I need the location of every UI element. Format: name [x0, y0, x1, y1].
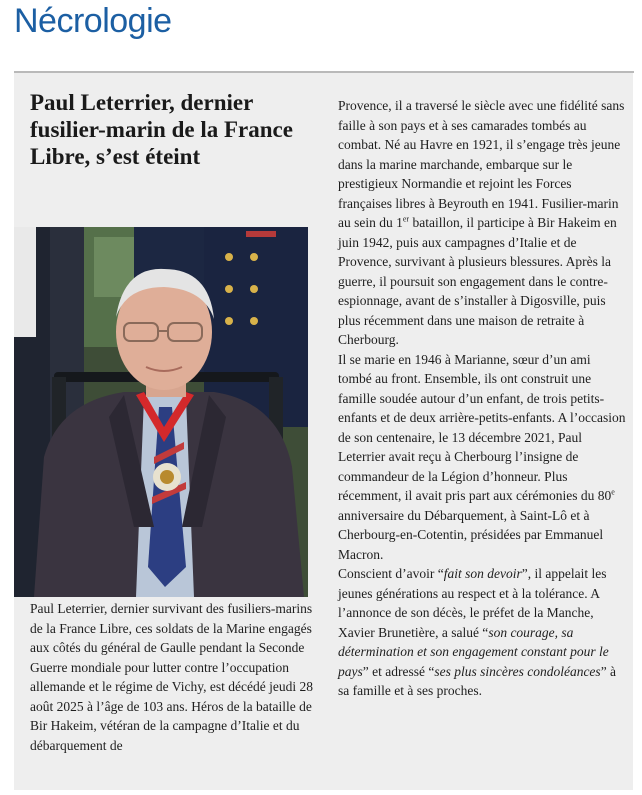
article-paragraph-3: Conscient d’avoir “fait son devoir”, il appelait les jeunes générations au respect et à la tolérance. A l’annonce de son décès, le préfet de la Manche, Xavier Brunetière, a salué “son courage, sa détermination et son engagement constant pour le pays” et adressé “ses plus sincères condoléances” à sa famille et à ses proches.	[338, 566, 617, 698]
portrait-photo	[14, 227, 308, 597]
portrait-photo-illustration	[14, 227, 308, 597]
article-box	[14, 73, 633, 790]
photo-caption: Paul Leterrier, dernier survivant des fusiliers-marins de la France Libre, ces soldats de la Marine engagés aux côtés du général de Gaulle pendant la Seconde Guerre mondiale pour lutter contre l’occupation allemande et le régime de Vichy, est décédé jeudi 28 août 2025 à l’âge de 103 ans. Héros de la bataille de Bir Hakeim, vétéran de la campagne d’Italie et du débarquement de	[30, 601, 313, 753]
article-headline: Paul Leterrier, dernier fusilier-marin de la France Libre, s’est éteint	[30, 90, 293, 169]
article-paragraph-2: Il se marie en 1946 à Marianne, sœur d’un ami tombé au front. Ensemble, ils ont construit une famille soudée autour d’un enfant, de trois petits-enfants et de deux arrière-petits-enfants. A l’occasion de son centenaire, le 13 décembre 2021, Paul Leterrier avait reçu à Cherbourg l’insigne de commandeur de la Légion d’honneur. Plus récemment, il avait pris part aux cérémonies du 80e anniversaire du Débarquement, à Saint-Lô et à Cherbourg-en-Cotentin, présidées par Emmanuel Macron.	[338, 351, 626, 562]
article-paragraph-1: Provence, il a traversé le siècle avec une fidélité sans faille à son pays et à ses camarades tombés au combat. Né au Havre en 1921, il s’engage très jeune dans la marine marchande, embarque sur le prestigieux Normandie et rejoint les Forces françaises libres à Beyrouth en 1941. Fusilier-marin au sein du 1er bataillon, il participe à Bir Hakeim en juin 1942, puis aux campagnes d’Italie et de Provence, survivant à plusieurs blessures. Après la guerre, il poursuit son engagement dans le contre-espionnage, avant de s’installer à Digosville, puis plus récemment dans une maison de retraite à Cherbourg.	[338, 98, 625, 347]
article-body	[338, 96, 626, 701]
section-title: Nécrologie	[14, 2, 172, 40]
